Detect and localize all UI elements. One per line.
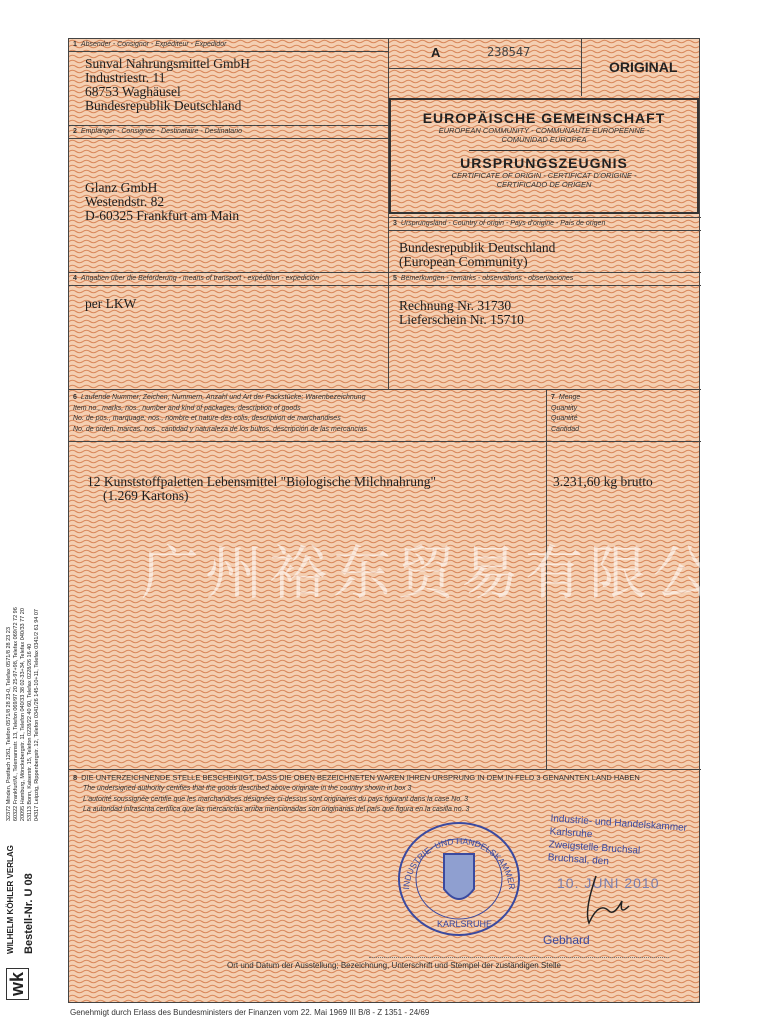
consignee-value: Glanz GmbH Westendstr. 82 D-60325 Frankfurt am Main [85, 180, 240, 223]
header-title-sub: EUROPEAN COMMUNITY - COMMUNAUTE EUROPEENNE - COMUNIDAD EUROPEA [438, 126, 650, 144]
serial-number: 238547 [487, 45, 531, 59]
publisher-logo: wk [6, 968, 29, 1000]
country-of-origin-value: Bundesrepublik Deutschland (European Community) [399, 240, 556, 269]
box8-translations: The undersigned authority certifies that the goods described above originate in the country shown in box 3 L'autorité soussignée certifie que les marchandises désignées ci-dessus sont originaires du pays figurant dans la case No. 3 La autoridad infrascrita certifica que las mercancías arriba mencionadas son originarias del país que figura en la casilla no. 3 [83, 785, 470, 813]
box4-label: 4 Angaben über die Beförderung - means of transport - expédition - expedición [73, 275, 320, 282]
certificate-form [68, 38, 781, 1003]
remarks-value: Rechnung Nr. 31730 Lieferschein Nr. 15710 [399, 298, 524, 327]
document-title: URSPRUNGSZEUGNIS [460, 155, 628, 171]
box5-label: 5 Bemerkungen - remarks - observations - observaciones [393, 275, 574, 282]
box8-label: 8 DIE UNTERZEICHNENDE STELLE BESCHEINIGT, DASS DIE OBEN BEZEICHNETEN WAREN IHREN URSPRUNG IN DEM IN FELD 3 GENANNTEN LAND HABEN [73, 773, 640, 782]
publisher-addresses: 32372 Minden, Postfach 1261, Telefon 0571/8 28 23-0, Telefax 0571/8 28 23 23 60322 Frankfurt/M., Telemannstr. 13, Telefon 069/97 20 25-97+98, Telefax 069/72 72 96 20095 Hamburg, Mönckebergstr. 11, Telefon 040/33 38 02-33+34, Telefax 040/33 77 20 53113 Bonn, Kaiserstr. 15, Telefon 0228/22 40 60, Telefax 0228/26 16 40 04317 Leipzig, Rippenbergstr. 12, Telefon 0341/26 145-10+11, Telefax 0341/2 61 94 07 [6, 607, 40, 822]
original-label: ORIGINAL [609, 59, 678, 75]
issuer-stamp: Industrie- und Handelskammer Karlsruhe Zweigstelle Bruchsal Bruchsal, den [547, 813, 688, 868]
publisher-imprint [6, 607, 41, 1000]
transport-value: per LKW [85, 296, 137, 311]
box7-label: 7 Menge Quantity Quantité Cantidad [551, 394, 581, 433]
document-title-sub: CERTIFICATE OF ORIGIN - CERTIFICAT D'ORIGINE - CERTIFICADO DE ORIGEN [451, 171, 637, 189]
seal-city: KARLSRUHE [437, 919, 493, 929]
consignor-value: Sunval Nahrungsmittel GmbH Industriestr. 11 68753 Waghäusel Bundesrepublik Deutschland [85, 56, 250, 113]
watermark: 广州裕东贸易有限公司 [141, 539, 781, 607]
publisher-name: WILHELM KÖHLER VERLAG [6, 845, 15, 954]
box2-label: 2 Empfänger - Consignee - Destinataire - Destinatario [73, 128, 242, 135]
box1-label: 1 Absender - Consignor - Expéditeur - Expedidor [73, 41, 227, 48]
seal-ring-text: INDUSTRIE- UND HANDELSKAMMER [401, 835, 518, 890]
order-number: Bestell-Nr. U 08 [23, 873, 35, 954]
signature-icon [574, 871, 634, 931]
signer-name: Gebhard [543, 933, 590, 947]
box3-label: 3 Ursprungsland - Country of origin - Pays d'origine - País de origen [393, 220, 606, 227]
quantity-value: 3.231,60 kg brutto [553, 474, 653, 489]
signature-caption: Ort und Datum der Ausstellung; Bezeichnung, Unterschrift und Stempel der zuständigen Stelle [227, 961, 561, 970]
box6-label: 6 Laufende Nummer; Zeichen, Nummern, Anzahl und Art der Packstücke; Warenbezeichnung Item no., marks, nos., number and kind of packages, description of goods No. de pos., marquage, nos., nombre et nature des colis, description de marchandises No. de orden, marcas, nos., cantidad y naturaleza de los bultos, descripción de las mercancías [73, 394, 368, 433]
document-header [389, 98, 699, 214]
goods-packages: (1.269 Kartons) [103, 488, 189, 503]
goods-description: 12 Kunststoffpaletten Lebensmittel "Biologische Milchnahrung" [87, 474, 436, 489]
approval-footer: Genehmigt durch Erlass des Bundesministers der Finanzen vom 22. Mai 1969 III B/8 - Z 1351 - 24/69 [70, 1008, 430, 1017]
issue-date: 10. JUNI 2010 [557, 875, 660, 891]
header-title: EUROPÄISCHE GEMEINSCHAFT [422, 110, 666, 126]
serial-series: A [431, 45, 441, 60]
